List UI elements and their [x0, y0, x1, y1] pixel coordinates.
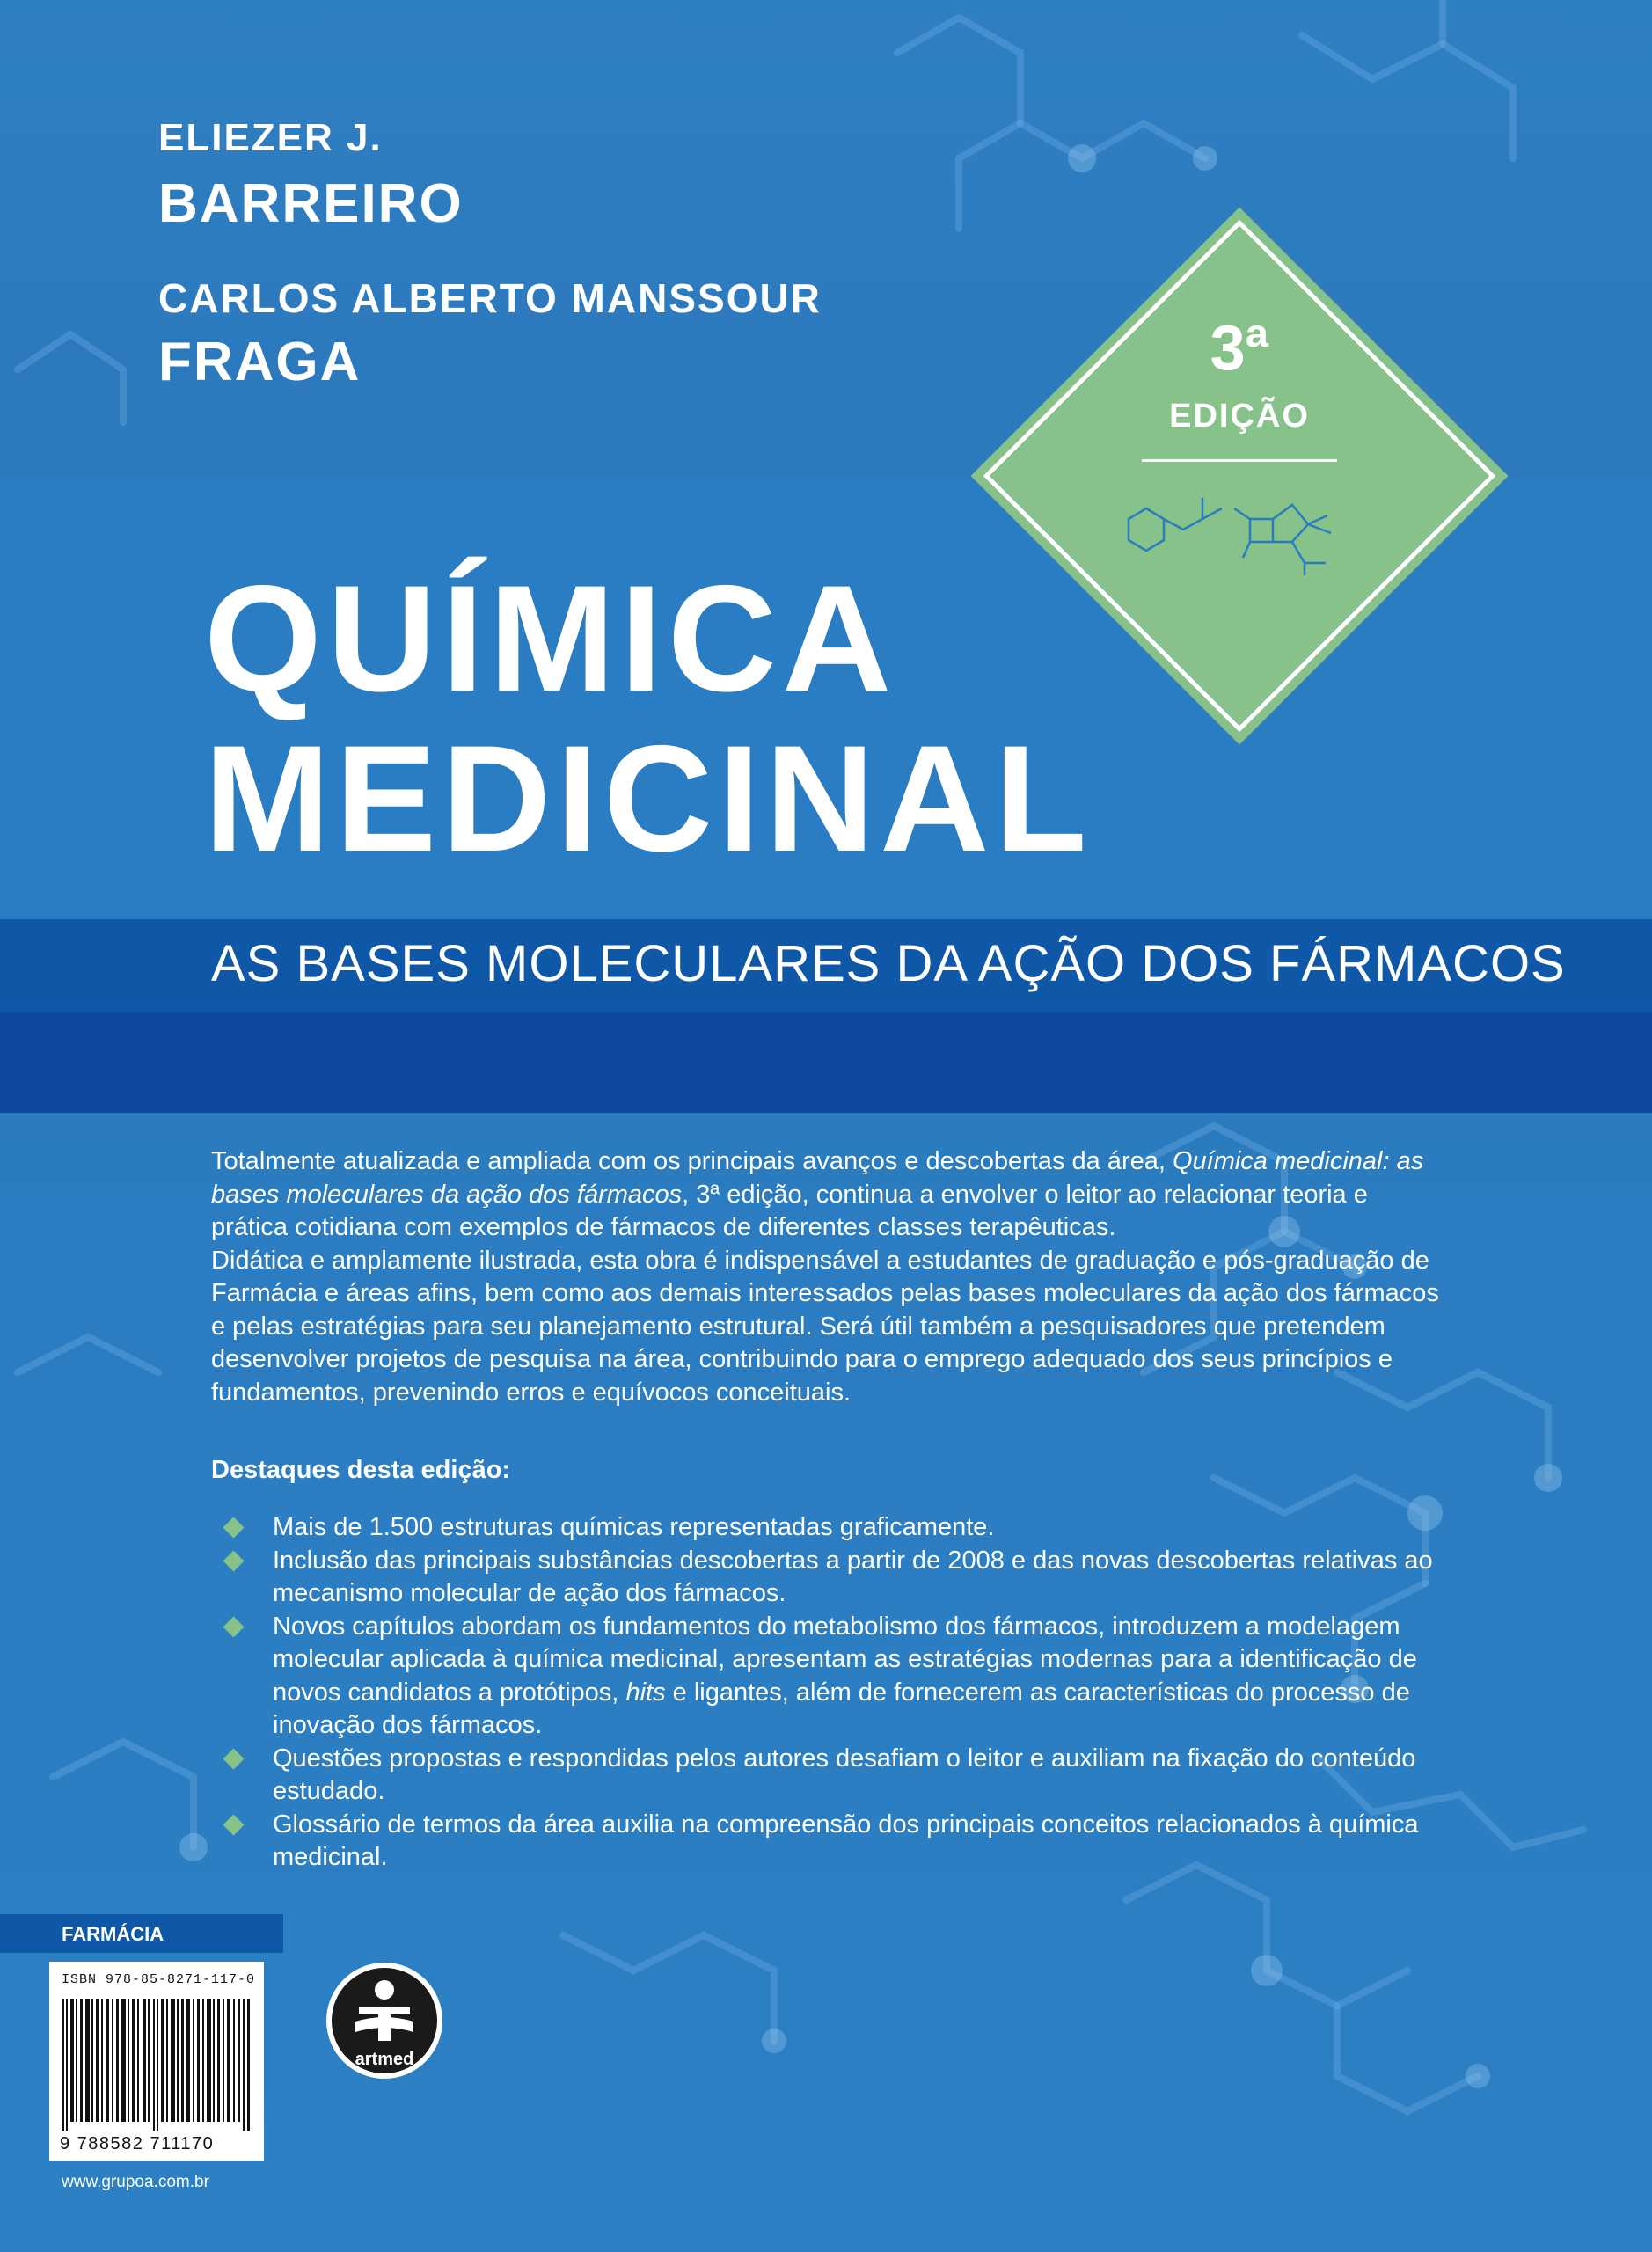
isbn-text: ISBN 978-85-8271-117-0 [62, 1972, 256, 1987]
author-2-last-name: FRAGA [158, 332, 362, 392]
highlight-text: e ligantes, além de fornecerem as características do processo de inovação dos fármacos. [273, 1678, 1410, 1739]
description-rest: , 3ª edição, continua a envolver o leitor ao relacionar teoria e prática cotidiana com exemplos de fármacos de diferentes classes terapêuticas. [211, 1180, 1368, 1241]
edition-number: 3ª [1210, 313, 1269, 384]
edition-badge [983, 220, 1495, 732]
diamond-bullet-icon [223, 1814, 244, 1835]
highlight-text: Novos capítulos abordam os fundamentos do metabolismo dos fármacos, introduzem a modelagem molecular aplicada à química medicinal, apresentam as estratégias modernas para a identificação de novos candidatos a protótipos, [273, 1612, 1417, 1707]
diamond-bullet-icon [223, 1517, 244, 1538]
highlight-item [224, 1545, 1456, 1611]
highlight-item [224, 1743, 1456, 1809]
book-subtitle: AS BASES MOLECULARES DA AÇÃO DOS FÁRMACOS [211, 935, 1566, 992]
publisher-website[interactable]: www.grupoa.com.br [62, 2173, 209, 2191]
edition-diamond [983, 220, 1496, 733]
author-1-last-name: BARREIRO [158, 173, 464, 234]
description-paragraph-2: Didática e amplamente ilustrada, esta obra é indispensável a estudantes de graduação e pós-graduação de Farmácia e áreas afins, bem como aos demais interessados pelas bases moleculares da ação dos fármacos e pelas estratégias para seu planejamento estrutural. Será útil também a pesquisadores que pretendem desenvolver projetos de pesquisa na área, contribuindo para o emprego adequado dos seus princípios e fundamentos, prevenindo erros e equívocos conceituais. [211, 1246, 1439, 1407]
edition-label: EDIÇÃO [1169, 398, 1310, 435]
book-title-line-1: QUÍMICA [204, 554, 897, 723]
barcode-icon [62, 1999, 252, 2131]
edition-divider [1142, 459, 1337, 462]
highlight-item [224, 1511, 1456, 1545]
highlight-text: Glossário de termos da área auxilia na compreensão dos principais conceitos relacionados à química medicinal. [273, 1810, 1419, 1871]
description-paragraph-1 [211, 1145, 1443, 1245]
dark-band [0, 1012, 1652, 1113]
book-title-line-2: MEDICINAL [204, 714, 1093, 883]
author-2-first-name: CARLOS ALBERTO MANSSOUR [158, 275, 822, 321]
description-text [211, 1145, 1443, 1409]
diamond-bullet-icon [223, 1748, 244, 1769]
category-label: FARMÁCIA [62, 1923, 164, 1945]
barcode-number: 9 788582 711170 [60, 2134, 215, 2153]
highlight-text: Inclusão das principais substâncias descobertas a partir de 2008 e das novas descobertas relativas ao mecanismo molecular de ação dos fármacos. [273, 1546, 1433, 1607]
penicillin-structure-icon [1111, 484, 1375, 581]
highlights-heading: Destaques desta edição: [211, 1456, 511, 1484]
highlight-text: Questões propostas e respondidas pelos autores desafiam o leitor e auxiliam na fixação do conteúdo estudado. [273, 1744, 1416, 1805]
highlight-emphasis: hits [625, 1678, 666, 1707]
author-1-first-name: ELIEZER J. [158, 116, 383, 159]
description-intro: Totalmente atualizada e ampliada com os principais avanços e descobertas da área, [211, 1147, 1173, 1175]
description-book-title: Química medicinal: as bases moleculares da ação dos fármacos [211, 1147, 1424, 1209]
diamond-bullet-icon [223, 1616, 244, 1637]
diamond-bullet-icon [223, 1550, 244, 1571]
isbn-barcode-box [49, 1962, 264, 2161]
highlight-item [224, 1809, 1456, 1875]
publisher-name: artmed [355, 2050, 414, 2069]
highlight-item [224, 1611, 1456, 1743]
highlight-text: Mais de 1.500 estruturas químicas representadas graficamente. [273, 1513, 995, 1541]
highlights-list [224, 1511, 1456, 1875]
